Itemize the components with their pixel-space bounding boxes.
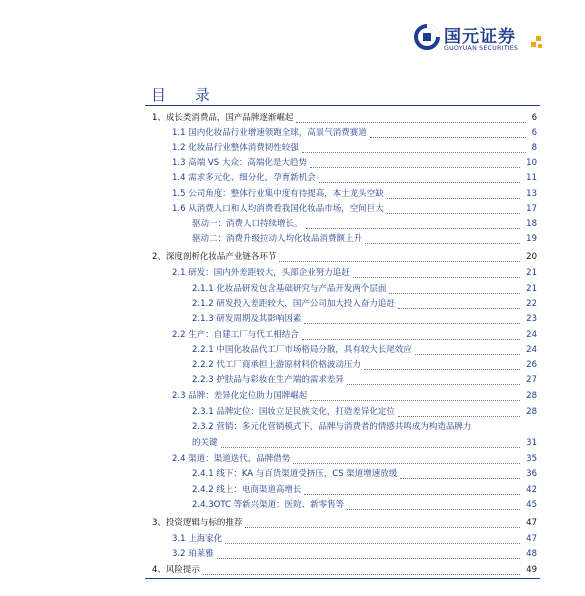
dot-leader: [304, 483, 520, 495]
dot-leader: [398, 405, 520, 417]
toc-entry-page: 19: [526, 234, 537, 244]
toc-entry-page: 36: [526, 469, 537, 479]
dot-leader: [347, 373, 520, 385]
dot-leader: [225, 532, 520, 544]
toc-entry-page: 23: [526, 314, 537, 324]
dot-leader: [319, 171, 520, 183]
dot-leader: [217, 547, 520, 559]
toc-entry[interactable]: [172, 389, 537, 403]
toc-entry[interactable]: [172, 171, 537, 185]
toc-entry[interactable]: [172, 156, 537, 170]
toc-entry-page: 6: [531, 128, 537, 138]
dot-leader: [302, 328, 520, 340]
toc-entry-page: 49: [526, 565, 537, 575]
toc-entry[interactable]: [192, 217, 537, 231]
toc-entry[interactable]: [192, 297, 537, 311]
toc-entry[interactable]: [152, 111, 537, 125]
toc-entry-title: 2.2 生产：自建工厂与代工相结合: [172, 330, 299, 340]
toc-entry-title: 2.1.3 研发周期及其影响因素: [192, 314, 302, 324]
toc-entry-title: 1.5 公司角度：整体行业集中度有待提高，本土龙头空缺: [172, 189, 384, 199]
toc-entry-title: 1.2 化妆品行业整体消费韧性较强: [172, 143, 299, 153]
toc-entry-page: 6: [531, 113, 537, 123]
toc-entry-page: 22: [526, 299, 537, 309]
toc-entry-title: 2.3 品牌：差异化定位助力国牌崛起: [172, 391, 308, 401]
dot-leader: [353, 266, 520, 278]
dot-leader: [310, 389, 520, 401]
toc-entry-page: 17: [526, 204, 537, 214]
toc-entry-title: 2、深度剖析化妆品产业链各环节: [152, 252, 277, 262]
toc-entry-title: 2.2.3 护肤品与彩妆在生产端的需求差异: [192, 375, 344, 385]
toc-entry[interactable]: [192, 282, 537, 296]
toc-entry[interactable]: [172, 532, 537, 546]
toc-entry[interactable]: [152, 516, 537, 530]
toc-entry[interactable]: [172, 328, 537, 342]
toc-entry-title: 2.4 渠道：渠道迭代，品牌借势: [172, 454, 291, 464]
toc-entry-page: 35: [526, 454, 537, 464]
dot-leader: [310, 156, 520, 168]
toc-entry-page: 31: [526, 438, 537, 448]
toc-entry[interactable]: [192, 436, 537, 450]
toc-entry[interactable]: [172, 141, 537, 155]
toc-entry-title: 2.4.3OTC 等新兴渠道：医院、新零售等: [192, 500, 345, 510]
dot-leader: [370, 126, 526, 138]
toc-entry[interactable]: [172, 266, 537, 280]
dot-leader: [415, 343, 520, 355]
toc-entry[interactable]: [152, 250, 537, 264]
dot-leader: [398, 297, 520, 309]
toc-entry-title: 1、成长类消费品，国产品牌逐渐崛起: [152, 113, 294, 123]
toc-entry[interactable]: [192, 358, 537, 372]
toc-entry-page: 28: [526, 391, 537, 401]
toc-entry-title: 2.1 研发：国内外差距较大，头部企业努力追赶: [172, 268, 350, 278]
toc-entry[interactable]: [152, 563, 537, 577]
dot-leader: [279, 250, 520, 262]
dot-leader: [304, 312, 520, 324]
toc-entry-title: 驱动一：消费人口持续增长。: [192, 219, 303, 229]
toc-entry-page: 47: [526, 518, 537, 528]
logo-english-name: GUOYUAN SECURITIES: [444, 45, 519, 52]
toc-entry-title: 3、投资逻辑与标的推荐: [152, 518, 243, 528]
toc-entry[interactable]: [192, 405, 537, 419]
toc-entry-title: 1.3 高端 VS 大众：高端化是大趋势: [172, 158, 307, 168]
toc-entry-title: 3.2 珀莱雅: [172, 549, 214, 559]
toc-entry-title: 2.1.2 研发投入差距较大，国产公司加大投入奋力追赶: [192, 299, 395, 309]
dot-leader: [296, 111, 525, 123]
toc-entry[interactable]: [192, 420, 537, 434]
toc-entry-title: 2.4.2 线上：电商渠道高增长: [192, 485, 302, 495]
toc-entry-title: 1.6 从消费人口和人均消费看我国化妆品市场，空间巨大: [172, 204, 384, 214]
toc-entry-page: 26: [526, 360, 537, 370]
dot-leader: [389, 282, 520, 294]
toc-entry-title: 2.3.1 品牌定位：国妆立足民族文化，打造差异化定位: [192, 407, 395, 417]
dot-leader: [364, 358, 520, 370]
dot-leader: [203, 563, 520, 575]
toc-entry-page: 21: [526, 268, 537, 278]
dot-leader: [306, 217, 521, 229]
toc-entry[interactable]: [192, 498, 537, 512]
toc-entry-page: 21: [526, 284, 537, 294]
dot-leader: [387, 202, 520, 214]
dot-leader: [302, 141, 526, 153]
toc-entry-title: 2.3.2 营销：多元化营销模式下，品牌与消费者的情感共鸣成为构造品牌力: [192, 422, 472, 432]
toc-entry-title: 2.2.2 代工厂商承担上游原材料价格波动压力: [192, 360, 361, 370]
toc-entry[interactable]: [172, 126, 537, 140]
toc-entry[interactable]: [192, 312, 537, 326]
toc-entry-page: 8: [531, 143, 537, 153]
toc-entry-title: 的关键: [192, 438, 218, 448]
toc-entry[interactable]: [192, 343, 537, 357]
toc-entry-page: 47: [526, 534, 537, 544]
toc-entry-page: 45: [526, 500, 537, 510]
toc-title: 目 录: [151, 86, 222, 104]
toc-entry-title: 2.4.1 线下：KA 与百货渠道受挤压，CS 渠道增速放缓: [192, 469, 398, 479]
toc-entry-title: 驱动二：消费升级拉动人均化妆品消费额上升: [192, 234, 363, 244]
toc-entry-title: 1.1 国内化妆品行业增速领跑全球，高景气消费赛道: [172, 128, 367, 138]
dot-leader: [347, 498, 520, 510]
toc-entry-title: 3.1 上海家化: [172, 534, 223, 544]
dot-leader: [400, 467, 520, 479]
toc-entry[interactable]: [172, 202, 537, 216]
toc-entry-title: 4、风险提示: [152, 565, 200, 575]
toc-entry-page: 28: [526, 407, 537, 417]
toc-entry-title: 2.1.1 化妆品研发包含基础研究与产品开发两个层面: [192, 284, 387, 294]
toc-entry-page: 27: [526, 375, 537, 385]
dot-leader: [221, 436, 521, 448]
toc-entry[interactable]: [192, 232, 537, 246]
dot-leader: [387, 187, 520, 199]
toc-entry-title: 2.2.1 中国化妆品代工厂市场格局分散，具有较大长尾效应: [192, 345, 412, 355]
toc-entry-page: 42: [526, 485, 537, 495]
toc-entry[interactable]: [172, 452, 537, 466]
toc-entry[interactable]: [172, 547, 537, 561]
toc-entry-page: 10: [526, 158, 537, 168]
toc-entry[interactable]: [192, 373, 537, 387]
toc-entry[interactable]: [192, 467, 537, 481]
toc-entry-page: 18: [526, 219, 537, 229]
logo-chinese-name: 国元证券: [444, 27, 516, 47]
dot-leader: [365, 232, 520, 244]
dot-leader: [245, 516, 520, 528]
toc-entry-title: 1.4 需求多元化、细分化，孕育新机会: [172, 173, 316, 183]
toc-entry-page: 20: [526, 252, 537, 262]
toc-entry-page: 11: [526, 173, 537, 183]
toc-entry-page: 24: [526, 330, 537, 340]
toc-entry-page: 48: [526, 549, 537, 559]
toc-entry-page: 24: [526, 345, 537, 355]
toc-entry[interactable]: [172, 187, 537, 201]
toc-entry-page: 13: [526, 189, 537, 199]
toc-entry[interactable]: [192, 483, 537, 497]
dot-leader: [293, 452, 520, 464]
bottom-divider: [145, 578, 540, 579]
